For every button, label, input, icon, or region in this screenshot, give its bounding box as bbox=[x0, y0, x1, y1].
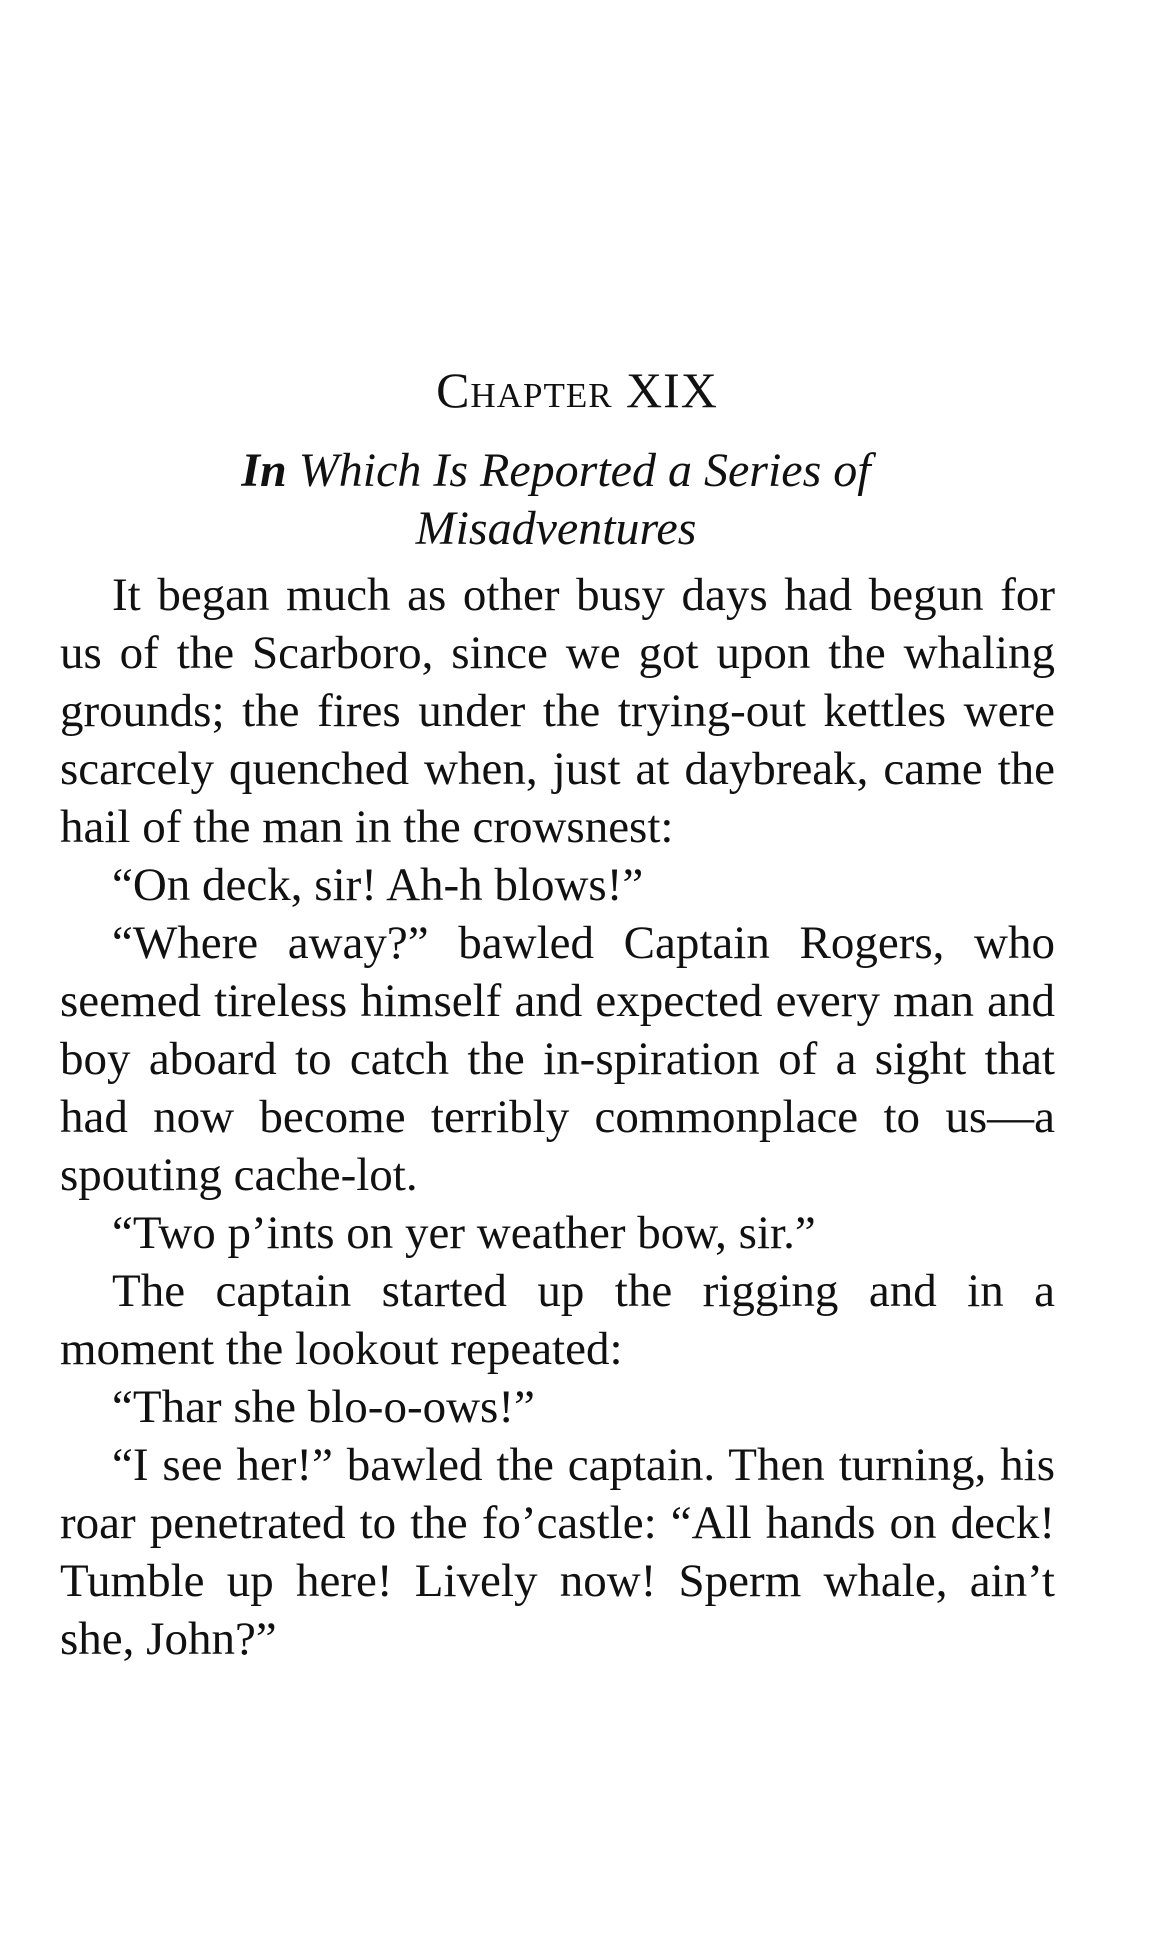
chapter-title-rest: Which Is Reported a Series of Misadventures bbox=[286, 444, 871, 555]
paragraph: “Two p’ints on yer weather bow, sir.” bbox=[112, 1207, 816, 1259]
chapter-title-lead: In bbox=[241, 444, 287, 497]
paragraph: “Thar she blo-o-ows!” bbox=[112, 1381, 535, 1433]
paragraph: “On deck, sir! Ah-h blows!” bbox=[112, 859, 644, 911]
paragraph: “I see her!” bawled the captain. Then turning, his roar penetrated to the fo’castle: “All hands on deck! Tumble up here! Lively now! Sperm whale, ain’t she, John?” bbox=[60, 1439, 1055, 1665]
paragraph: It began much as other busy days had begun for us of the Scarboro, since we got upon the whaling grounds; the fires under the trying-out kettles were scarcely quenched when, just at daybreak, came the hail of the man in the crowsnest: bbox=[60, 569, 1055, 853]
chapter-title bbox=[150, 442, 962, 558]
body-text bbox=[60, 566, 1055, 1668]
chapter-number: Chapter XIX bbox=[436, 362, 718, 418]
paragraph: The captain started up the rigging and in a moment the lookout repeated: bbox=[60, 1265, 1055, 1375]
paragraph: “Where away?” bawled Captain Rogers, who seemed tireless himself and expected every man and boy aboard to catch the in-spiration of a sight that had now become terribly commonplace to us—a spouting cache-lot. bbox=[60, 917, 1055, 1201]
